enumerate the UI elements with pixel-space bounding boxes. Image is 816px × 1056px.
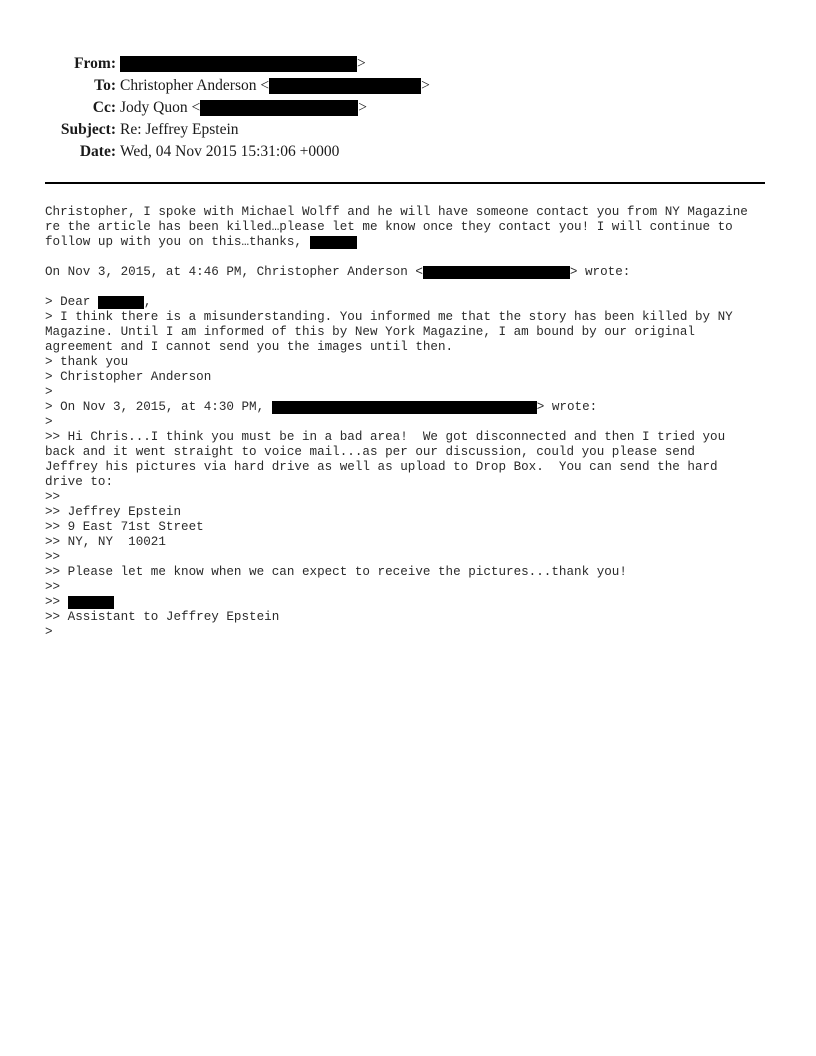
body-text: On Nov 3, 2015, at 4:46 PM, Christopher Anderson < <box>45 265 423 279</box>
quote-line: > thank you <box>45 355 129 369</box>
cc-row <box>0 97 816 119</box>
nested-quote-line: >> <box>45 550 61 564</box>
body-line <box>45 235 785 250</box>
from-row <box>0 53 816 75</box>
nested-quote-line: >> Assistant to Jeffrey Epstein <box>45 610 280 624</box>
quote-line: > <box>45 415 53 429</box>
body-line: Christopher, I spoke with Michael Wolff and he will have someone contact you from NY Magazine <box>45 205 748 219</box>
nested-quote-line: drive to: <box>45 475 114 489</box>
quote-line: > <box>45 385 53 399</box>
redacted-email-address <box>423 266 570 279</box>
subject-row <box>0 119 816 141</box>
nested-quote-line: >> Jeffrey Epstein <box>45 505 182 519</box>
body-text: >> <box>45 595 68 609</box>
quote-line: > Christopher Anderson <box>45 370 212 384</box>
cc-close-bracket: > <box>358 99 367 116</box>
redacted-signature <box>310 236 357 249</box>
to-row <box>0 75 816 97</box>
body-text: follow up with you on this…thanks, <box>45 235 310 249</box>
redacted-to-address <box>269 78 421 94</box>
header-divider <box>45 182 765 184</box>
to-close-bracket: > <box>421 77 430 94</box>
date-label: Date: <box>79 143 116 160</box>
redacted-cc-address <box>200 100 358 116</box>
quote-line <box>45 295 785 310</box>
quote-header-line <box>45 265 785 280</box>
nested-quote-line: >> <box>45 580 61 594</box>
redacted-from-address <box>120 56 357 72</box>
from-label: From: <box>74 55 116 72</box>
date-value: Wed, 04 Nov 2015 15:31:06 +0000 <box>120 143 340 160</box>
to-name: Christopher Anderson < <box>120 77 270 94</box>
body-text: > Dear <box>45 295 98 309</box>
nested-quote-line: >> 9 East 71st Street <box>45 520 204 534</box>
body-text: , <box>143 295 152 309</box>
nested-quote-line: >> <box>45 490 61 504</box>
email-header <box>0 53 816 163</box>
body-text: > wrote: <box>569 265 631 279</box>
nested-quote-line: >> NY, NY 10021 <box>45 535 166 549</box>
nested-quote-line: Jeffrey his pictures via hard drive as well as upload to Drop Box. You can send the hard <box>45 460 718 474</box>
subject-label: Subject: <box>60 121 116 138</box>
nested-quote-line: >> Hi Chris...I think you must be in a bad area! We got disconnected and then I tried you <box>45 430 726 444</box>
subject-value: Re: Jeffrey Epstein <box>120 121 239 138</box>
cc-name: Jody Quon < <box>120 99 201 116</box>
redacted-email-address <box>272 401 537 414</box>
blank-line <box>45 250 785 265</box>
redacted-name <box>98 296 144 309</box>
quote-line: > I think there is a misunderstanding. You informed me that the story has been killed by NY <box>45 310 733 324</box>
to-label: To: <box>94 77 116 94</box>
redacted-name <box>68 596 114 609</box>
body-text: > On Nov 3, 2015, at 4:30 PM, <box>45 400 272 414</box>
nested-quote-line: back and it went straight to voice mail...as per our discussion, could you please send <box>45 445 695 459</box>
nested-quote-line <box>45 595 785 610</box>
cc-label: Cc: <box>92 99 116 116</box>
from-close-bracket: > <box>357 55 366 72</box>
quote-line: agreement and I cannot send you the images until then. <box>45 340 454 354</box>
quote-header-line <box>45 400 785 415</box>
nested-quote-line: >> Please let me know when we can expect to receive the pictures...thank you! <box>45 565 627 579</box>
blank-line <box>45 280 785 295</box>
email-body <box>45 205 785 640</box>
quote-line: Magazine. Until I am informed of this by New York Magazine, I am bound by our original <box>45 325 695 339</box>
body-line: re the article has been killed…please let me know once they contact you! I will continue to <box>45 220 733 234</box>
date-row <box>0 141 816 163</box>
body-text: > wrote: <box>536 400 598 414</box>
quote-line: > <box>45 625 53 639</box>
